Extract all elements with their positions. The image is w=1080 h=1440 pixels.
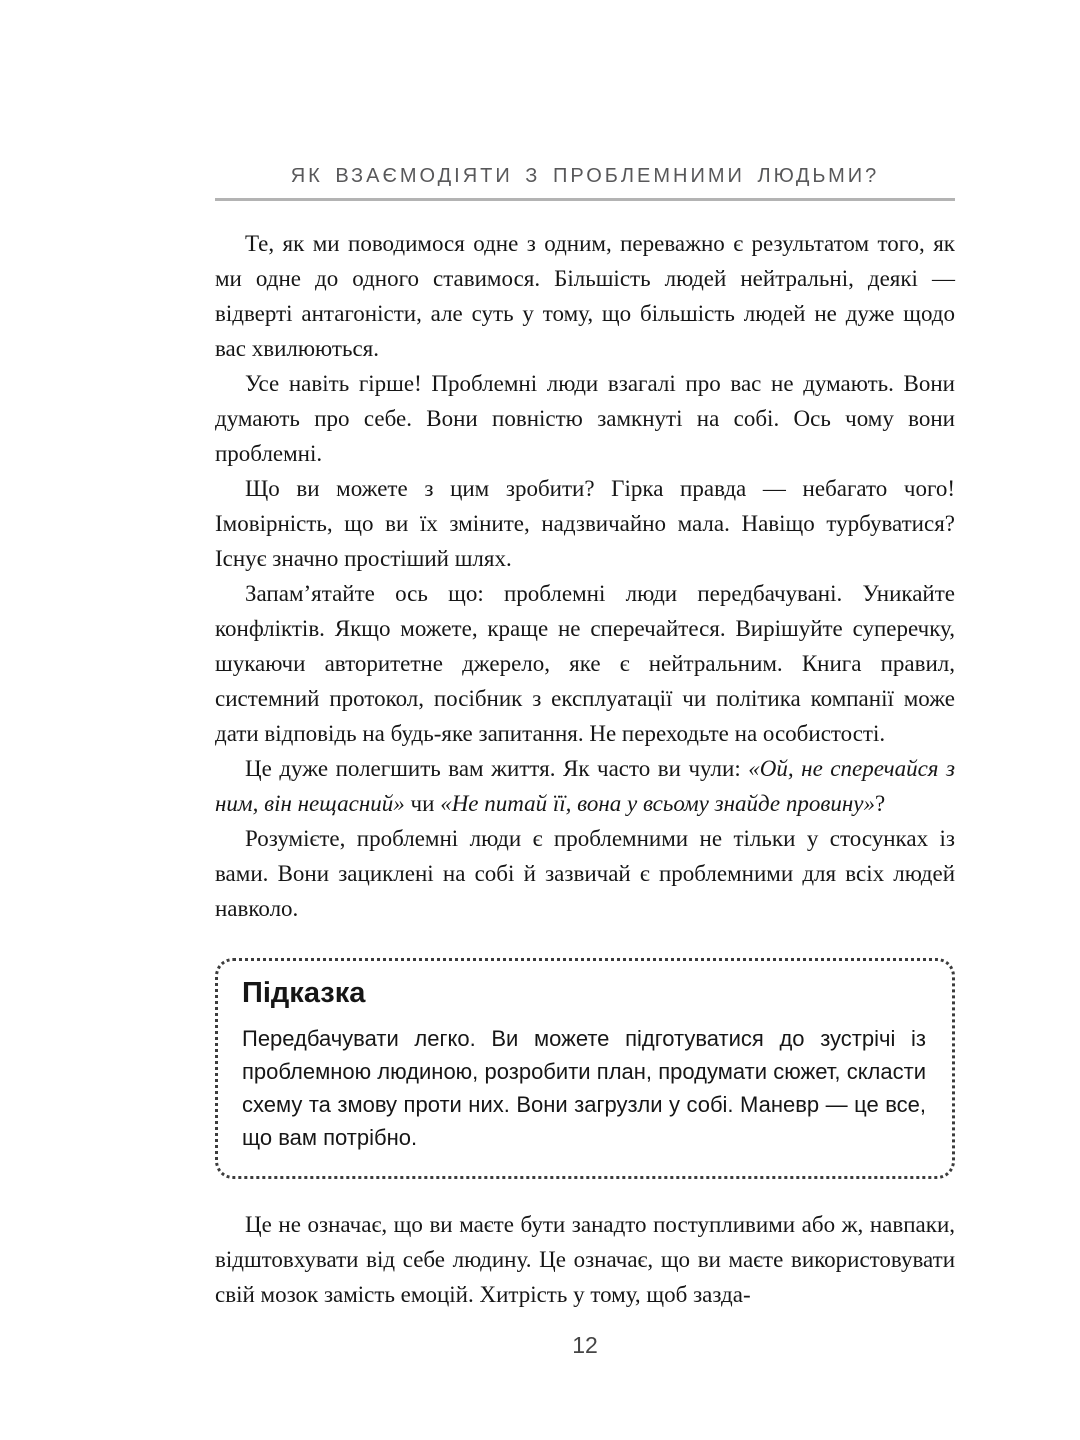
paragraph-text: Те, як ми поводимося одне з одним, переважно є результатом того, як ми одне до одного ставимося. Більшість людей нейтральні, деякі — відверті антагоністи, але суть у тому, що більшість людей не дуже щодо вас хвилюються. xyxy=(215,231,955,361)
paragraph-text: чи xyxy=(404,791,441,816)
paragraph xyxy=(215,226,955,366)
paragraph xyxy=(215,471,955,576)
quoted-italic-text: «Ой, не сперечайся з ним, він нещасний» xyxy=(215,756,955,816)
paragraph xyxy=(215,576,955,751)
tip-box-title: Підказка xyxy=(242,977,366,1009)
running-header: ЯК ВЗАЄМОДІЯТИ З ПРОБЛЕМНИМИ ЛЮДЬМИ? xyxy=(290,165,880,187)
paragraph-text: Запам’ятайте ось що: проблемні люди передбачувані. Уникайте конфліктів. Якщо можете, краще не сперечайтеся. Вирішуйте суперечку, шукаючи авторитетне джерело, яке є нейтральним. Книга правил, системний протокол, посібник з експлуатації чи політика компанії може дати відповідь на будь-яке запитання. Не переходьте на особистості. xyxy=(215,581,955,746)
body-text-top xyxy=(215,226,955,926)
paragraph-text: Це дуже полегшить вам життя. Як часто ви чули: xyxy=(245,756,749,781)
paragraph xyxy=(215,751,955,821)
paragraph xyxy=(215,1207,955,1312)
paragraph-text: Розумієте, проблемні люди є проблемними не тільки у стосунках із вами. Вони зациклені на собі й зазвичай є проблемними для всіх людей навколо. xyxy=(215,826,955,921)
paragraph xyxy=(215,821,955,926)
book-page xyxy=(215,165,955,1359)
paragraph-text: Що ви можете з цим зробити? Гірка правда — небагато чого! Імовірність, що ви їх зміните, надзвичайно мала. Навіщо турбуватися? Існує значно простіший шлях. xyxy=(215,476,955,571)
paragraph xyxy=(215,366,955,471)
body-text-bottom xyxy=(215,1207,955,1312)
paragraph-text: ? xyxy=(874,791,886,816)
tip-box xyxy=(215,958,955,1179)
header-rule xyxy=(215,198,955,201)
paragraph-text: Усе навіть гірше! Проблемні люди взагалі про вас не думають. Вони думають про себе. Вони повністю замкнуті на собі. Ось чому вони проблемні. xyxy=(215,371,955,466)
tip-box-body: Передбачувати легко. Ви можете підготуватися до зустрічі із проблемною людиною, розробити план, продумати сюжет, скласти схему та змову проти них. Вони загрузли у собі. Маневр — це все, що вам потрібно. xyxy=(242,1026,926,1150)
quoted-italic-text: «Не питай її, вона у всьому знайде провину» xyxy=(440,791,875,816)
paragraph-text: Це не означає, що ви маєте бути занадто поступливими або ж, навпаки, відштовхувати від себе людину. Це означає, що ви маєте використовувати свій мозок замість емоцій. Хитрість у тому, щоб зазда- xyxy=(215,1212,955,1307)
page-number: 12 xyxy=(572,1332,598,1358)
